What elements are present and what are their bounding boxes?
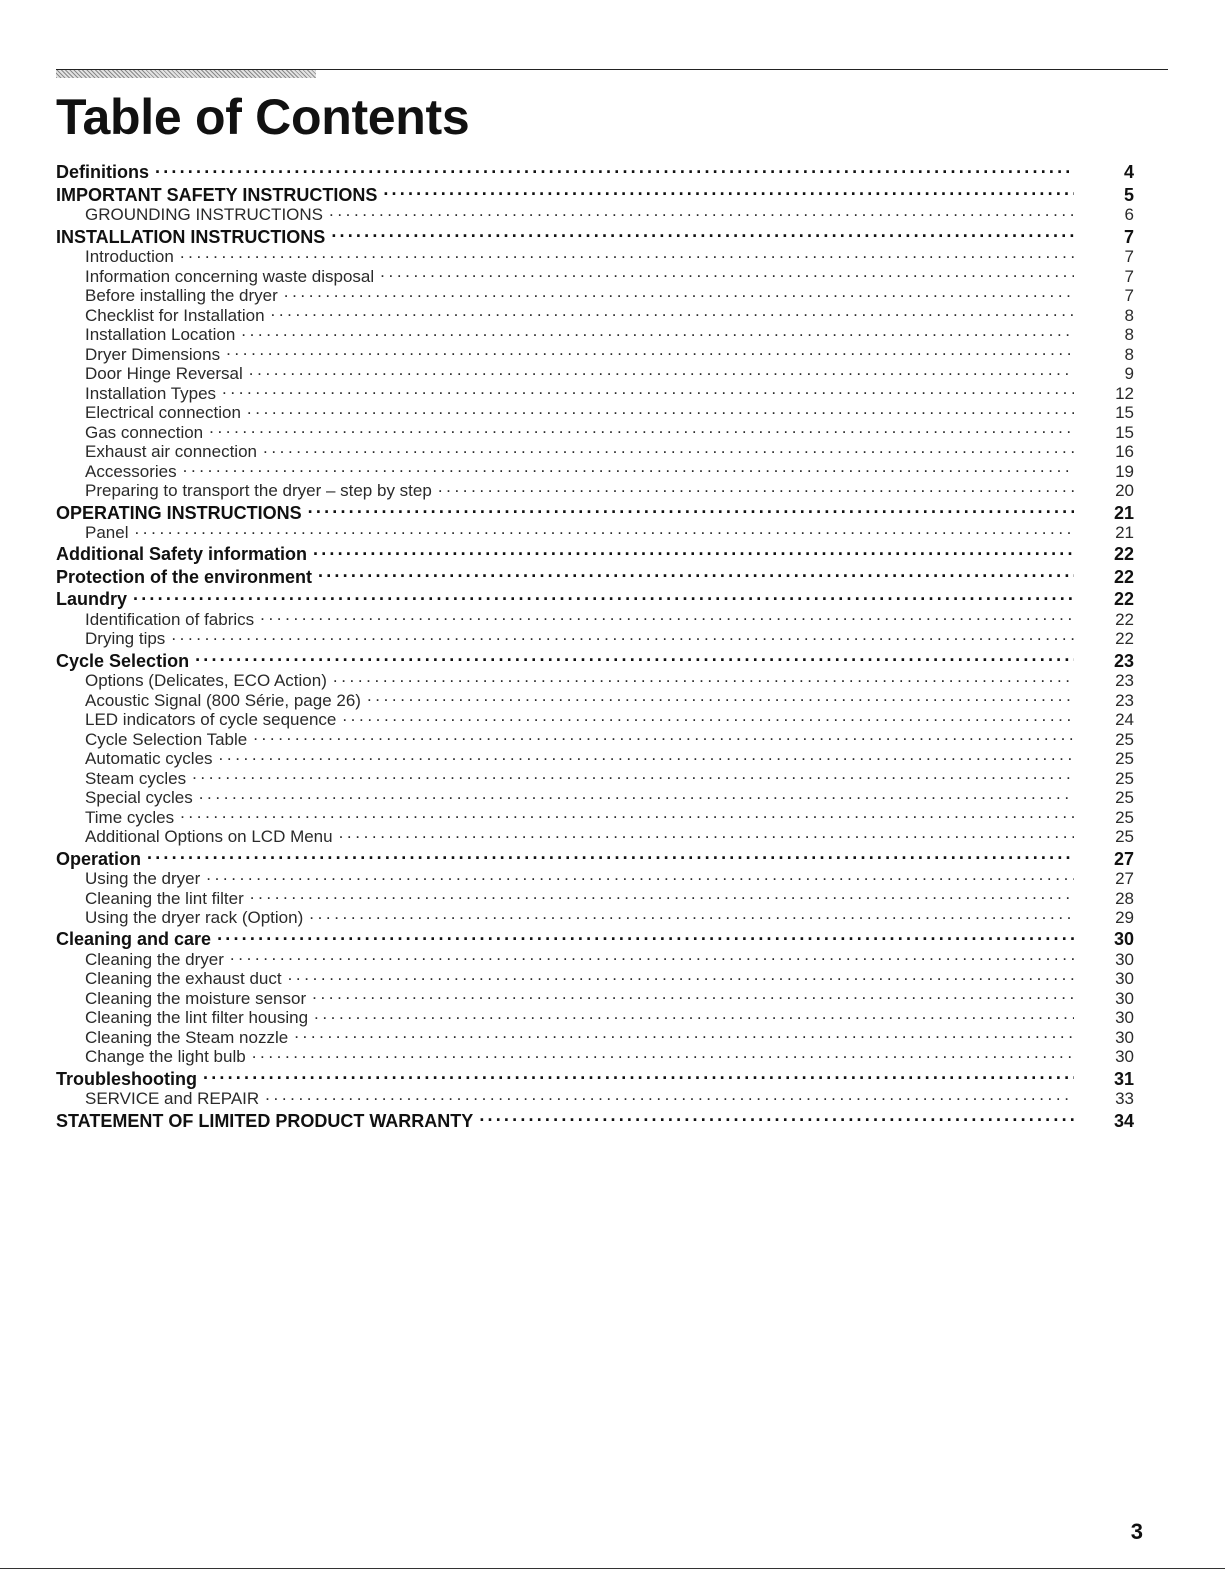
toc-entry-label: Cleaning the dryer: [85, 950, 230, 970]
toc-entry-page-number: 30: [1115, 1047, 1134, 1067]
toc-entry-label: Drying tips: [85, 629, 171, 649]
toc-entry-label: INSTALLATION INSTRUCTIONS: [56, 226, 331, 248]
toc-dot-leader: [222, 379, 1074, 399]
toc-subsection-entry: [56, 1023, 1134, 1047]
toc-subsection-entry: [56, 1043, 1134, 1067]
toc-entry-page-number: 25: [1115, 788, 1134, 808]
toc-entry-page-number: 19: [1115, 461, 1134, 481]
toc-dot-leader: [271, 301, 1074, 321]
toc-section-entry: [56, 1062, 1134, 1089]
toc-subsection-entry: [56, 379, 1134, 403]
toc-dot-leader: [331, 220, 1074, 242]
toc-entry-page-number: 34: [1113, 1110, 1134, 1131]
toc-dot-leader: [249, 360, 1074, 380]
toc-entry-page-number: 5: [1123, 184, 1134, 205]
toc-entry-label: Change the light bulb: [85, 1047, 252, 1067]
toc-subsection-entry: [56, 823, 1134, 847]
toc-section-entry: [56, 538, 1134, 565]
toc-section-entry: [56, 1104, 1134, 1131]
toc-subsection-entry: [56, 965, 1134, 989]
toc-subsection-entry: [56, 201, 1134, 225]
toc-entry-page-number: 25: [1115, 827, 1134, 847]
toc-entry-label: Additional Options on LCD Menu: [85, 827, 339, 847]
toc-subsection-entry: [56, 865, 1134, 889]
toc-entry-label: Troubleshooting: [56, 1068, 203, 1090]
toc-entry-page-number: 23: [1113, 650, 1134, 671]
toc-entry-label: Installation Types: [85, 384, 222, 404]
toc-entry-page-number: 22: [1115, 609, 1134, 629]
toc-subsection-entry: [56, 360, 1134, 384]
toc-entry-label: Cleaning the moisture sensor: [85, 989, 312, 1009]
toc-dot-leader: [195, 644, 1074, 666]
toc-dot-leader: [265, 1085, 1074, 1105]
toc-dot-leader: [180, 803, 1074, 823]
toc-subsection-entry: [56, 340, 1134, 364]
toc-entry-label: IMPORTANT SAFETY INSTRUCTIONS: [56, 184, 383, 206]
toc-subsection-entry: [56, 706, 1134, 730]
toc-entry-page-number: 30: [1115, 969, 1134, 989]
header-hatch-bar: [56, 70, 316, 78]
toc-dot-leader: [367, 686, 1074, 706]
toc-entry-page-number: 7: [1123, 226, 1134, 247]
toc-entry-page-number: 16: [1115, 442, 1134, 462]
toc-entry-label: Dryer Dimensions: [85, 345, 226, 365]
toc-entry-page-number: 7: [1124, 247, 1134, 267]
toc-entry-label: Cleaning and care: [56, 928, 217, 950]
toc-entry-label: Cycle Selection: [56, 650, 195, 672]
toc-dot-leader: [203, 1062, 1074, 1084]
toc-section-entry: [56, 560, 1134, 587]
toc-subsection-entry: [56, 1085, 1134, 1109]
toc-dot-leader: [192, 764, 1074, 784]
toc-subsection-entry: [56, 262, 1134, 286]
toc-dot-leader: [312, 984, 1074, 1004]
toc-entry-page-number: 15: [1115, 403, 1134, 423]
toc-entry-page-number: 22: [1113, 544, 1134, 565]
toc-entry-label: Identification of fabrics: [85, 610, 260, 630]
toc-entry-label: Door Hinge Reversal: [85, 364, 249, 384]
toc-entry-label: Panel: [85, 523, 134, 543]
toc-dot-leader: [308, 496, 1074, 518]
toc-entry-label: SERVICE and REPAIR: [85, 1089, 265, 1109]
toc-dot-leader: [313, 538, 1074, 560]
toc-entry-page-number: 25: [1115, 807, 1134, 827]
toc-entry-page-number: 6: [1124, 205, 1134, 225]
toc-subsection-entry: [56, 399, 1134, 423]
toc-entry-page-number: 24: [1115, 710, 1134, 730]
toc-entry-page-number: 4: [1123, 162, 1134, 183]
footer-rule: [0, 1568, 1225, 1569]
toc-dot-leader: [183, 457, 1074, 477]
toc-dot-leader: [252, 1043, 1074, 1063]
toc-dot-leader: [314, 1004, 1074, 1024]
toc-subsection-entry: [56, 686, 1134, 710]
toc-dot-leader: [147, 842, 1074, 864]
toc-dot-leader: [199, 784, 1074, 804]
toc-entry-page-number: 30: [1113, 929, 1134, 950]
toc-entry-label: Cleaning the Steam nozzle: [85, 1028, 294, 1048]
toc-entry-page-number: 23: [1115, 671, 1134, 691]
toc-entry-page-number: 29: [1115, 908, 1134, 928]
toc-entry-label: Automatic cycles: [85, 749, 219, 769]
toc-dot-leader: [438, 477, 1074, 497]
toc-entry-label: Protection of the environment: [56, 566, 318, 588]
toc-dot-leader: [288, 965, 1074, 985]
toc-dot-leader: [226, 340, 1074, 360]
toc-section-entry: [56, 220, 1134, 247]
toc-entry-page-number: 33: [1115, 1089, 1134, 1109]
toc-subsection-entry: [56, 1004, 1134, 1028]
toc-entry-page-number: 8: [1124, 325, 1134, 345]
toc-entry-label: Acoustic Signal (800 Série, page 26): [85, 691, 367, 711]
toc-dot-leader: [133, 583, 1074, 605]
toc-section-entry: [56, 496, 1134, 523]
page-title: Table of Contents: [56, 89, 470, 145]
toc-entry-label: Using the dryer: [85, 869, 206, 889]
toc-dot-leader: [134, 519, 1074, 539]
toc-entry-label: Electrical connection: [85, 403, 247, 423]
toc-dot-leader: [294, 1023, 1074, 1043]
toc-entry-page-number: 27: [1115, 869, 1134, 889]
page-number: 3: [1130, 1519, 1143, 1544]
toc-subsection-entry: [56, 243, 1134, 267]
toc-entry-page-number: 25: [1115, 749, 1134, 769]
toc-dot-leader: [342, 706, 1074, 726]
toc-entry-page-number: 20: [1115, 481, 1134, 501]
toc-entry-label: Gas connection: [85, 423, 209, 443]
toc-subsection-entry: [56, 457, 1134, 481]
toc-entry-page-number: 21: [1113, 502, 1134, 523]
toc-entry-page-number: 30: [1115, 949, 1134, 969]
toc-entry-label: Cleaning the lint filter: [85, 889, 250, 909]
toc-section-entry: [56, 156, 1134, 183]
toc-entry-page-number: 15: [1115, 422, 1134, 442]
toc-entry-page-number: 28: [1115, 888, 1134, 908]
toc-section-entry: [56, 583, 1134, 610]
toc-dot-leader: [284, 282, 1074, 302]
toc-entry-label: Cleaning the lint filter housing: [85, 1008, 314, 1028]
toc-dot-leader: [241, 321, 1074, 341]
toc-subsection-entry: [56, 301, 1134, 325]
table-of-contents: [56, 156, 1134, 1131]
toc-entry-page-number: 30: [1115, 1027, 1134, 1047]
toc-dot-leader: [253, 725, 1074, 745]
toc-subsection-entry: [56, 667, 1134, 691]
toc-subsection-entry: [56, 984, 1134, 1008]
toc-entry-label: LED indicators of cycle sequence: [85, 710, 342, 730]
toc-dot-leader: [180, 243, 1074, 263]
toc-entry-page-number: 12: [1115, 383, 1134, 403]
toc-entry-page-number: 27: [1113, 848, 1134, 869]
toc-section-entry: [56, 923, 1134, 950]
toc-entry-page-number: 22: [1113, 566, 1134, 587]
toc-entry-label: Preparing to transport the dryer – step by step: [85, 481, 438, 501]
toc-entry-label: Cleaning the exhaust duct: [85, 969, 288, 989]
toc-dot-leader: [171, 625, 1074, 645]
toc-entry-label: OPERATING INSTRUCTIONS: [56, 502, 308, 524]
toc-entry-page-number: 25: [1115, 729, 1134, 749]
toc-dot-leader: [260, 605, 1074, 625]
toc-dot-leader: [383, 178, 1074, 200]
toc-dot-leader: [333, 667, 1074, 687]
toc-subsection-entry: [56, 803, 1134, 827]
toc-entry-label: Cycle Selection Table: [85, 730, 253, 750]
toc-dot-leader: [318, 560, 1074, 582]
toc-dot-leader: [329, 201, 1074, 221]
toc-subsection-entry: [56, 418, 1134, 442]
toc-entry-label: Information concerning waste disposal: [85, 267, 380, 287]
toc-dot-leader: [217, 923, 1074, 945]
toc-subsection-entry: [56, 784, 1134, 808]
toc-entry-label: Using the dryer rack (Option): [85, 908, 309, 928]
toc-dot-leader: [219, 745, 1074, 765]
toc-entry-page-number: 23: [1115, 690, 1134, 710]
toc-dot-leader: [155, 156, 1074, 178]
toc-dot-leader: [309, 904, 1074, 924]
toc-entry-label: Introduction: [85, 247, 180, 267]
toc-subsection-entry: [56, 725, 1134, 749]
toc-subsection-entry: [56, 477, 1134, 501]
toc-subsection-entry: [56, 945, 1134, 969]
toc-entry-label: Steam cycles: [85, 769, 192, 789]
toc-entry-label: Exhaust air connection: [85, 442, 263, 462]
toc-section-entry: [56, 178, 1134, 205]
toc-entry-label: Accessories: [85, 462, 183, 482]
toc-entry-page-number: 25: [1115, 768, 1134, 788]
toc-entry-label: Definitions: [56, 161, 155, 183]
toc-dot-leader: [263, 438, 1074, 458]
toc-entry-page-number: 8: [1124, 305, 1134, 325]
toc-entry-label: Special cycles: [85, 788, 199, 808]
toc-dot-leader: [247, 399, 1074, 419]
toc-entry-label: Operation: [56, 848, 147, 870]
toc-entry-label: GROUNDING INSTRUCTIONS: [85, 205, 329, 225]
toc-subsection-entry: [56, 625, 1134, 649]
toc-section-entry: [56, 842, 1134, 869]
toc-entry-page-number: 8: [1124, 344, 1134, 364]
toc-dot-leader: [209, 418, 1074, 438]
toc-entry-page-number: 30: [1115, 988, 1134, 1008]
toc-entry-page-number: 9: [1124, 364, 1134, 384]
toc-entry-label: Laundry: [56, 588, 133, 610]
toc-dot-leader: [206, 865, 1074, 885]
toc-subsection-entry: [56, 282, 1134, 306]
toc-entry-label: Additional Safety information: [56, 543, 313, 565]
toc-subsection-entry: [56, 605, 1134, 629]
toc-entry-label: Options (Delicates, ECO Action): [85, 671, 333, 691]
toc-dot-leader: [479, 1104, 1074, 1126]
toc-entry-label: STATEMENT OF LIMITED PRODUCT WARRANTY: [56, 1110, 479, 1132]
toc-entry-page-number: 30: [1115, 1008, 1134, 1028]
toc-entry-label: Time cycles: [85, 808, 180, 828]
toc-dot-leader: [380, 262, 1074, 282]
toc-entry-label: Checklist for Installation: [85, 306, 271, 326]
toc-entry-label: Installation Location: [85, 325, 241, 345]
toc-entry-page-number: 22: [1113, 589, 1134, 610]
toc-subsection-entry: [56, 904, 1134, 928]
toc-subsection-entry: [56, 764, 1134, 788]
toc-dot-leader: [250, 884, 1074, 904]
toc-dot-leader: [230, 945, 1074, 965]
toc-entry-page-number: 31: [1113, 1068, 1134, 1089]
toc-dot-leader: [339, 823, 1074, 843]
toc-entry-page-number: 22: [1115, 629, 1134, 649]
toc-subsection-entry: [56, 745, 1134, 769]
toc-entry-page-number: 7: [1124, 286, 1134, 306]
toc-entry-label: Before installing the dryer: [85, 286, 284, 306]
toc-entry-page-number: 7: [1124, 266, 1134, 286]
toc-subsection-entry: [56, 884, 1134, 908]
toc-section-entry: [56, 644, 1134, 671]
toc-subsection-entry: [56, 321, 1134, 345]
toc-entry-page-number: 21: [1115, 523, 1134, 543]
toc-subsection-entry: [56, 438, 1134, 462]
toc-subsection-entry: [56, 519, 1134, 543]
